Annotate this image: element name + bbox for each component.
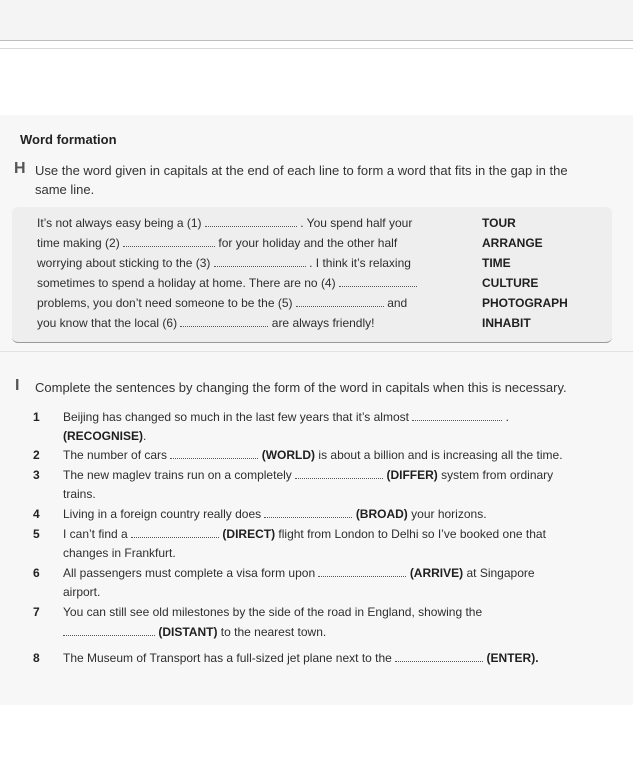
line-text: problems, you don’t need someone to be the (5): [37, 296, 293, 310]
gap-1[interactable]: [205, 217, 297, 227]
line-text: are always friendly!: [271, 316, 375, 330]
sentence-text: The number of cars: [63, 448, 168, 462]
section-separator: [0, 351, 633, 352]
keyword-6: INHABIT: [482, 316, 531, 330]
passage-line-2: [37, 236, 397, 250]
keyword-3: TIME: [482, 256, 511, 270]
item-number-3: 3: [33, 468, 40, 482]
sentence-text: system from ordinary: [441, 468, 554, 482]
sentence-text: is about a billion and is increasing all the time.: [318, 448, 563, 462]
answer-gap-1[interactable]: [412, 411, 502, 421]
keyword-distant: (DISTANT): [158, 625, 218, 639]
sentence-1-line1: [63, 410, 509, 424]
gap-3[interactable]: [214, 257, 306, 267]
sentence-text: The Museum of Transport has a full-sized jet plane next to the: [63, 651, 392, 665]
section-i-instruction: Complete the sentences by changing the form of the word in capitals when this is necessary.: [35, 380, 567, 395]
section-h-instruction-line1: Use the word given in capitals at the end of each line to form a word that fits in the gap in the: [35, 163, 568, 178]
sentence-7-line1: You can still see old milestones by the side of the road in England, showing the: [63, 605, 483, 619]
sentence-text: at Singapore: [466, 566, 535, 580]
item-number-5: 5: [33, 527, 40, 541]
sentence-2: [63, 448, 563, 462]
keyword-5: PHOTOGRAPH: [482, 296, 568, 310]
answer-gap-6[interactable]: [318, 567, 406, 577]
line-text: and: [387, 296, 408, 310]
line-text: . I think it’s relaxing: [309, 256, 411, 270]
section-h-letter: H: [14, 160, 26, 177]
gap-6[interactable]: [180, 317, 268, 327]
keyword-broad: (BROAD): [355, 507, 408, 521]
answer-gap-2[interactable]: [170, 449, 258, 459]
passage-line-4: [37, 276, 417, 290]
section-h-instruction-line2: same line.: [35, 182, 95, 197]
sentence-text: .: [505, 410, 509, 424]
sentence-text: flight from London to Delhi so I’ve booked one that: [278, 527, 546, 541]
sentence-7-line2: [63, 625, 326, 639]
sentence-text: Beijing has changed so much in the last few years that it’s almost: [63, 410, 409, 424]
sentence-5-line2: changes in Frankfurt.: [63, 546, 176, 560]
line-text: time making (2): [37, 236, 120, 250]
gap-2[interactable]: [123, 237, 215, 247]
sentence-6-line1: [63, 566, 535, 580]
answer-gap-5[interactable]: [131, 528, 219, 538]
sentence-text: I can’t find a: [63, 527, 128, 541]
sentence-6-line2: airport.: [63, 585, 101, 599]
item-number-8: 8: [33, 651, 40, 665]
passage-line-6: [37, 316, 374, 330]
line-text: . You spend half your: [300, 216, 413, 230]
answer-gap-8[interactable]: [395, 652, 483, 662]
sentence-text: Living in a foreign country really does: [63, 507, 262, 521]
sentence-5-line1: [63, 527, 546, 541]
keyword-world: (WORLD): [261, 448, 316, 462]
item-number-1: 1: [33, 410, 40, 424]
sentence-4: [63, 507, 487, 521]
sentence-1-line2: [63, 429, 146, 443]
sentence-3-line2: trains.: [63, 487, 96, 501]
top-toolbar-band: [0, 0, 633, 41]
line-text: for your holiday and the other half: [218, 236, 398, 250]
keyword-2: ARRANGE: [482, 236, 543, 250]
passage-line-3: [37, 256, 411, 270]
sentence-text: to the nearest town.: [220, 625, 327, 639]
gap-5[interactable]: [296, 297, 384, 307]
sentence-text: your horizons.: [411, 507, 487, 521]
item-number-4: 4: [33, 507, 40, 521]
keyword-direct: (DIRECT): [222, 527, 276, 541]
keyword-differ: (DIFFER): [386, 468, 438, 482]
answer-gap-7[interactable]: [63, 626, 155, 636]
divider-line: [0, 48, 633, 49]
passage-line-1: [37, 216, 412, 230]
line-text: sometimes to spend a holiday at home. There are no (4): [37, 276, 336, 290]
section-i-letter: I: [15, 377, 20, 394]
keyword-enter: (ENTER): [486, 651, 536, 665]
answer-gap-3[interactable]: [295, 469, 383, 479]
keyword-4: CULTURE: [482, 276, 539, 290]
sentence-text: .: [535, 651, 539, 665]
item-number-7: 7: [33, 605, 40, 619]
line-text: It’s not always easy being a (1): [37, 216, 202, 230]
page-heading: Word formation: [20, 132, 117, 147]
line-text: you know that the local (6): [37, 316, 178, 330]
keyword-arrive: (ARRIVE): [409, 566, 464, 580]
item-number-2: 2: [33, 448, 40, 462]
keyword-recognise: (RECOGNISE): [63, 429, 144, 443]
sentence-text: The new maglev trains run on a completely: [63, 468, 292, 482]
sentence-3-line1: [63, 468, 553, 482]
item-number-6: 6: [33, 566, 40, 580]
sentence-text: All passengers must complete a visa form upon: [63, 566, 316, 580]
answer-gap-4[interactable]: [264, 508, 352, 518]
passage-line-5: [37, 296, 407, 310]
gap-4[interactable]: [339, 277, 417, 287]
keyword-1: TOUR: [482, 216, 516, 230]
line-text: worrying about sticking to the (3): [37, 256, 211, 270]
sentence-8: [63, 651, 539, 665]
sentence-text: .: [143, 429, 147, 443]
